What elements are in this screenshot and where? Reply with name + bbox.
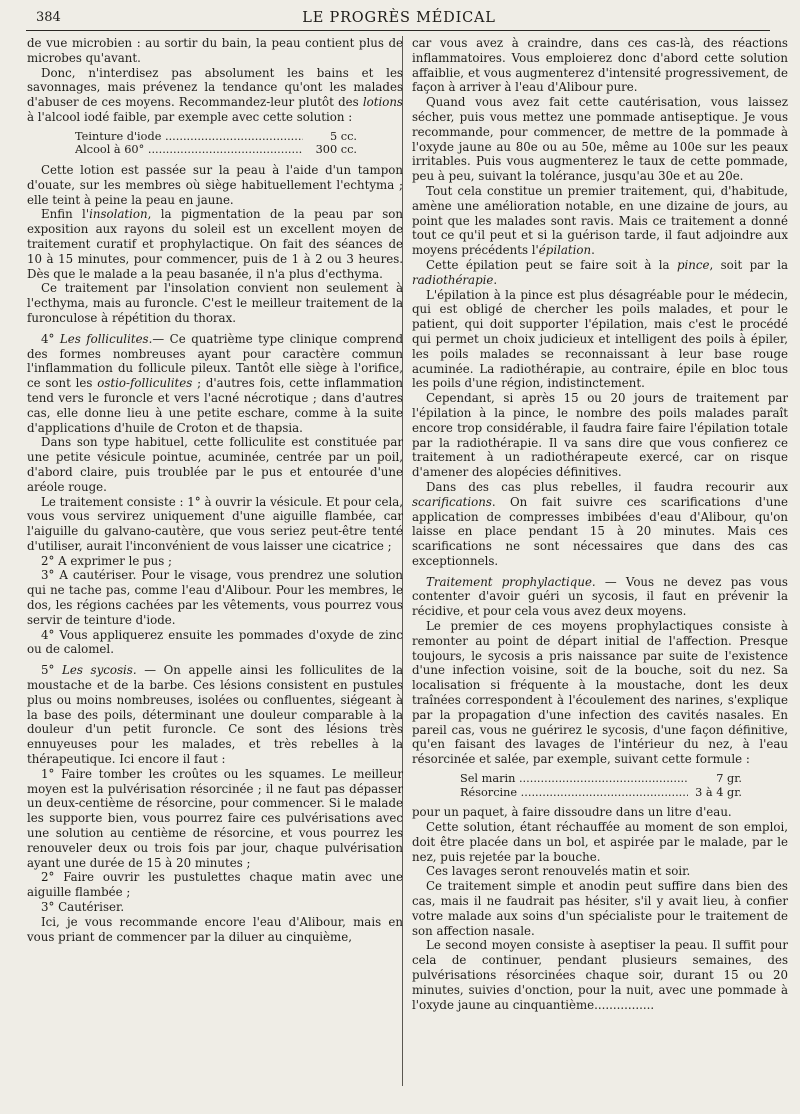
section-sycosis: 5° Les sycosis. — On appelle ainsi les folliculites de la moustache et de la barbe. Ces lésions consistent en pustules plus ou moins nombreuses, isolées ou confluentes, siégeant à la base des poils, déterminant une douleur comparable à la douleur d'un petit furoncle. Ce sont des lésions très ennuyeuses pour les malades, et très rebelles à la thérapeutique. Ici encore il faut :	[27, 663, 403, 767]
nasal-wash-formula	[460, 772, 742, 799]
formula-row: Alcool à 60° ..... 300 cc.	[75, 143, 357, 157]
header-rule	[26, 30, 770, 31]
page-number: 384	[36, 10, 61, 25]
paragraph: Quand vous avez fait cette cautérisation, vous laissez sécher, puis vous mettez une pommade antiseptique. Je vous recommande, pour commencer, de mettre de la pommade à l'oxyde jaune au 80e ou au 50e, même au 100e sur les peaux irritables. Puis vous augmenterez le taux de cette pommade, peu à peu, suivant la tolérance, jusqu'au 30e et au 20e.	[412, 95, 788, 184]
paragraph: Cette épilation peut se faire soit à la pince, soit par la radiothérapie.	[412, 257, 788, 287]
paragraph: pour un paquet, à faire dissoudre dans un litre d'eau.	[412, 805, 732, 820]
journal-title: LE PROGRÈS MÉDICAL	[302, 10, 496, 26]
paragraph: 2° Faire ouvrir les pustulettes chaque matin avec une aiguille flambée ;	[27, 870, 403, 900]
running-header	[28, 8, 770, 30]
paragraph: Cette solution, étant réchauffée au moment de son emploi, doit être placée dans un bol, et aspirée par le malade, par le nez, puis rejetée par la bouche.	[412, 820, 788, 864]
paragraph: Tout cela constitue un premier traitement, qui, d'habitude, amène une amélioration notable, en une dizaine de jours, au point que les malades sont ravis. Mais ce traitement a donné tout ce qu'il peut et si la guérison tarde, il faut adjoindre aux moyens précédents l'épilation.	[412, 183, 788, 258]
left-column	[27, 36, 403, 944]
section-prophylaxis: Traitement prophylactique. — Vous ne devez pas vous contenter d'avoir guéri un sycosis, il faut en prévenir la récidive, et pour cela vous avez deux moyens.	[412, 574, 788, 619]
paragraph: Enfin l'insolation, la pigmentation de la peau par son exposition aux rayons du soleil est un excellent moyen de traitement curatif et prophylactique. On fait des séances de 10 à 15 minutes, pour commencer, puis de 1 à 2 ou 3 heures. Dès que le malade a la peau basanée, il n'a plus d'ecthyma.	[27, 207, 403, 281]
paragraph: Le traitement consiste : 1° à ouvrir la vésicule. Et pour cela, vous vous servirez uniquement d'une aiguille flambée, car l'aiguille du galvano-cautère, que vous seriez peut-être tenté d'utiliser, aurait l'inconvénient de vous laisser une cicatrice ;	[27, 494, 403, 553]
paragraph: Donc, n'interdisez pas absolument les bains et les savonnages, mais prévenez la tendance qu'ont les malades d'abuser de ces moyens. Recommandez-leur plutôt des lotions à l'alcool iodé faible, par exemple avec cette solution :	[27, 65, 403, 124]
paragraph: Dans son type habituel, cette folliculite est constituée par une petite vésicule pointue, acuminée, centrée par un poil, d'abord claire, puis troublée par le pus et entourée d'une aréole rouge.	[27, 435, 403, 494]
paragraph: 2° A exprimer le pus ;	[41, 553, 173, 568]
paragraph: Dans des cas plus rebelles, il faudra recourir aux scarifications. On fait suivre ces scarifications d'une application de compresses imbibées d'eau d'Alibour, qu'on laisse en place pendant 15 à 20 minutes. Mais ces scarifications ne sont nécessaires que dans des cas exceptionnels.	[412, 479, 788, 568]
formula-row: Résorcine ..... 3 à 4 gr.	[460, 786, 742, 800]
formula-row: Sel marin ..... 7 gr.	[460, 772, 742, 786]
formula-row: Teinture d'iode ..... 5 cc.	[75, 130, 357, 144]
paragraph: 3° Cautériser.	[41, 900, 125, 915]
paragraph: Ce traitement simple et anodin peut suffire dans bien des cas, mais il ne faudrait pas hésiter, s'il y avait lieu, à confier votre malade aux soins d'un spécialiste pour le traitement de son affection nasale.	[412, 879, 788, 938]
paragraph: Ce traitement par l'insolation convient non seulement à l'ecthyma, mais au furoncle. C'est le meilleur traitement de la furonculose à répétition du thorax.	[27, 281, 403, 325]
right-column	[412, 36, 788, 1012]
paragraph: Cependant, si après 15 ou 20 jours de traitement par l'épilation à la pince, le nombre des poils malades paraît encore trop considérable, il faudra faire faire l'épilation totale par la radiothérapie. Il va sans dire que vous confierez ce traitement à un radiothérapeute exercé, car on risque d'amener des alopécies définitives.	[412, 391, 788, 480]
paragraph: Cette lotion est passée sur la peau à l'aide d'un tampon d'ouate, sur les membres où siège habituellement l'echtyma ; elle teint à peine la peau en jaune.	[27, 162, 403, 207]
paragraph: Le premier de ces moyens prophylactiques consiste à remonter au point de départ initial de l'affection. Presque toujours, le sycosis a pris naissance par suite de l'existence d'une infection voisine, soit de la bouche, soit du nez. Sa localisation si fréquente à la moustache, dont les deux traînées correspondent à l'écoulement des narines, s'explique par la propagation d'une infection des cavités nasales. En pareil cas, vous ne guérirez le sycosis, d'une façon définitive, qu'en faisant des lavages de l'intérieur du nez, à l'eau résorcinée et salée, par exemple, suivant cette formule :	[412, 619, 788, 767]
paragraph: 1° Faire tomber les croûtes ou les squames. Le meilleur moyen est la pulvérisation résorcinée ; il ne faut pas dépasser un deux-centième de résorcine, pour commencer. Si le malade les supporte bien, vous pourrez faire ces pulvérisations avec une solution au centième de résorcine, et vous pourrez les renouveler deux ou trois fois par jour, chaque pulvérisation ayant une durée de 15 à 20 minutes ;	[27, 766, 403, 870]
paragraph: Ces lavages seront renouvelés matin et soir.	[426, 864, 691, 879]
paragraph: Le second moyen consiste à aseptiser la peau. Il suffit pour cela de continuer, pendant plusieurs semaines, des pulvérisations résorcinées chaque soir, durant 15 ou 20 minutes, suivies d'onction, pour la nuit, avec une pommade à l'oxyde jaune au cinquantième................	[412, 938, 788, 1012]
iodine-lotion-formula	[75, 130, 357, 157]
paragraph: 3° A cautériser. Pour le visage, vous prendrez une solution qui ne tache pas, comme l'eau d'Alibour. Pour les membres, le dos, les régions cachées par les vêtements, vous pourrez vous servir de teinture d'iode.	[27, 568, 403, 627]
section-folliculites: 4° Les folliculites.— Ce quatrième type clinique comprend des formes nombreuses ayant pour caractère commun l'inflammation du follicule pileux. Tantôt elle siège à l'orifice, ce sont les ostio-folliculites ; d'autres fois, cette inflammation tend vers le furoncle et vers l'acné nécrotique ; dans d'autres cas, elle donne lieu à une petite eschare, comme à la suite d'applications d'huile de Croton et de thapsia.	[27, 331, 404, 435]
paragraph: car vous avez à craindre, dans ces cas-là, des réactions inflammatoires. Vous emploierez donc d'abord cette solution affaiblie, et vous augmenterez d'intensité progressivement, de façon à arriver à l'eau d'Alibour pure.	[412, 36, 788, 95]
paragraph: 4° Vous appliquerez ensuite les pommades d'oxyde de zinc ou de calomel.	[27, 627, 403, 657]
paragraph: Ici, je vous recommande encore l'eau d'Alibour, mais en vous priant de commencer par la diluer au cinquième,	[27, 914, 403, 944]
paragraph: de vue microbien : au sortir du bain, la peau contient plus de microbes qu'avant.	[27, 36, 403, 65]
paragraph: L'épilation à la pince est plus désagréable pour le médecin, qui est obligé de chercher les poils malades, et pour le patient, qui doit supporter l'épilation, mais c'est le procédé qui permet un choix judicieux et intelligent des poils à épiler, les poils malades se reconnaissant à leur base rouge acuminée. La radiothérapie, au contraire, épile en bloc tous les poils d'une région, indistinctement.	[412, 287, 788, 391]
